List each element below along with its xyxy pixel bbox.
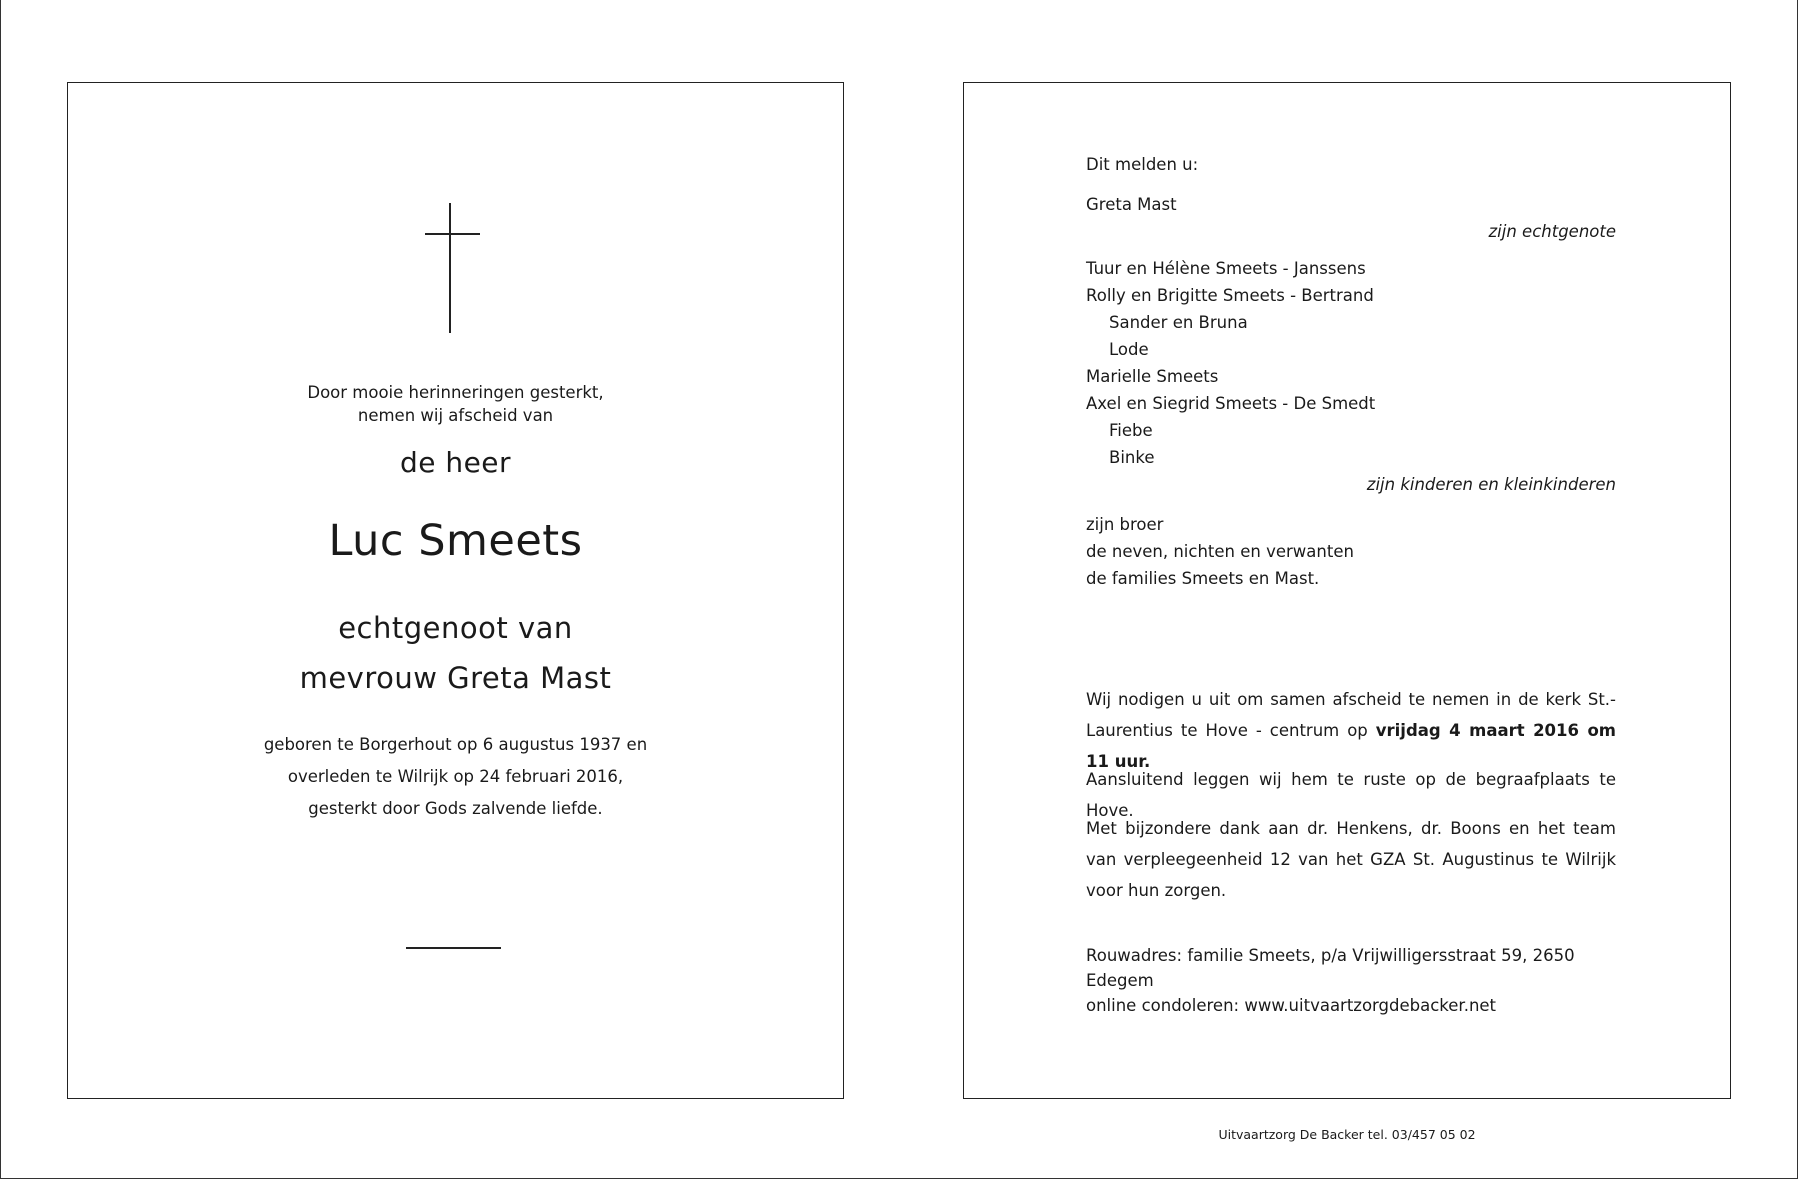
family-role: zijn kinderen en kleinkinderen: [1366, 475, 1616, 494]
spouse-line-2: mevrouw Greta Mast: [299, 661, 612, 695]
divider-rule: [406, 947, 501, 949]
left-card: [67, 82, 844, 1099]
spouse-role: zijn echtgenote: [1488, 222, 1616, 241]
died-line: overleden te Wilrijk op 24 februari 2016,: [287, 767, 624, 786]
invitation-text: Wij nodigen u uit om samen afscheid te nemen in de kerk St.-Laurentius te Hove - centrum op: [1086, 690, 1616, 740]
condolences-line: online condoleren: www.uitvaartzorgdebacker.net: [1086, 996, 1497, 1015]
family-line: Fiebe: [1109, 421, 1153, 440]
footer-funeral-home: Uitvaartzorg De Backer tel. 03/457 05 02: [1218, 1127, 1476, 1142]
other-line: de neven, nichten en verwanten: [1086, 542, 1354, 561]
announce-line: Dit melden u:: [1086, 155, 1199, 174]
born-line: geboren te Borgerhout op 6 augustus 1937 en: [263, 735, 648, 754]
spouse-name: Greta Mast: [1086, 195, 1177, 214]
family-line: Binke: [1109, 448, 1155, 467]
spouse-line-1: echtgenoot van: [338, 611, 573, 645]
cross-icon: [449, 203, 451, 333]
intro-line-2: nemen wij afscheid van: [357, 406, 554, 425]
family-line: Rolly en Brigitte Smeets - Bertrand: [1086, 286, 1374, 305]
right-card: [963, 82, 1731, 1099]
deceased-name: Luc Smeets: [328, 516, 583, 566]
cross-icon-bar: [425, 233, 480, 235]
family-line: Tuur en Hélène Smeets - Janssens: [1086, 259, 1366, 278]
family-line: Axel en Siegrid Smeets - De Smedt: [1086, 394, 1376, 413]
other-line: de families Smeets en Mast.: [1086, 569, 1320, 588]
intro-line-1: Door mooie herinneringen gesterkt,: [307, 383, 604, 402]
family-line: Lode: [1109, 340, 1149, 359]
thanks-paragraph: Met bijzondere dank aan dr. Henkens, dr. Boons en het team van verpleegeenheid 12 van het GZA St. Augustinus te Wilrijk voor hun zorgen.: [1086, 819, 1616, 900]
intro-text: [68, 381, 843, 427]
other-line: zijn broer: [1086, 515, 1164, 534]
blessing-line: gesterkt door Gods zalvende liefde.: [308, 799, 603, 818]
family-line: Sander en Bruna: [1109, 313, 1248, 332]
address-line: Rouwadres: familie Smeets, p/a Vrijwilligersstraat 59, 2650 Edegem: [1086, 946, 1575, 990]
address-block: [1086, 943, 1616, 1018]
title-de-heer: de heer: [399, 446, 512, 479]
announcement-list: [1086, 151, 1616, 592]
dates-block: [68, 729, 843, 825]
burial-paragraph: Aansluitend leggen wij hem te ruste op de begraafplaats te Hove.: [1086, 770, 1616, 820]
family-line: Marielle Smeets: [1086, 367, 1219, 386]
spouse-block: [68, 603, 843, 703]
invitation-date: vrijdag 4 maart 2016 om 11 uur.: [1086, 721, 1617, 771]
